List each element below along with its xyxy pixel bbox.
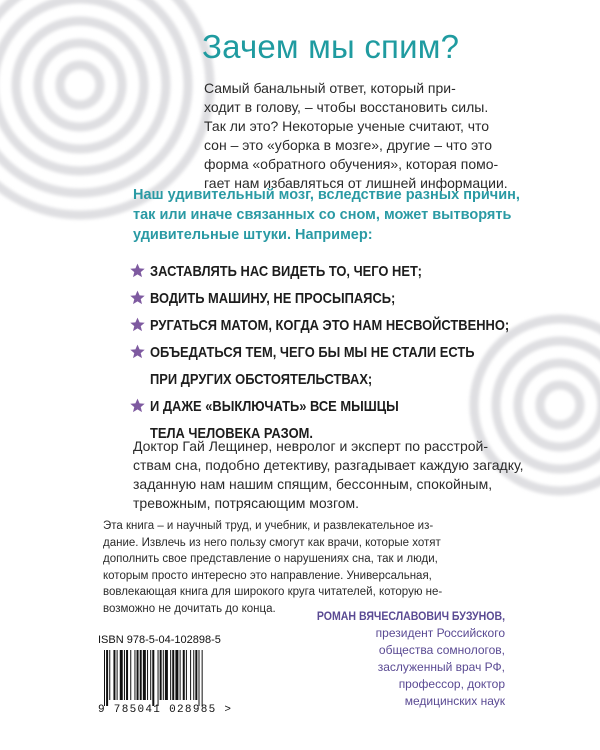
- bullet-list: [130, 258, 530, 447]
- star-bullet-icon: [130, 398, 145, 413]
- description-line: тревожным, потрясающим мозгом.: [133, 495, 360, 511]
- highlight-line: так или иначе связанных со сном, может вытворять: [133, 207, 512, 223]
- description-paragraph: [133, 437, 524, 513]
- summary-line: которым просто интересно это направление. Универсальная,: [103, 569, 432, 582]
- summary-line: дание. Извлечь из него пользу смогут как врачи, которые хотят: [103, 536, 441, 549]
- author-title-line: профессор, доктор: [398, 677, 505, 691]
- barcode-digits: 9 785041 028985 >: [98, 704, 233, 716]
- author-title-line: медицинских наук: [404, 694, 505, 708]
- intro-line: Так ли это? Некоторые ученые считают, что: [204, 118, 490, 134]
- description-line: Доктор Гай Лещинер, невролог и эксперт по расстрой-: [133, 438, 489, 454]
- summary-line: Эта книга – и научный труд, и учебник, и развлекательное из-: [103, 520, 434, 532]
- highlight-paragraph: [133, 185, 520, 245]
- page-title: Зачем мы спим?: [202, 28, 460, 65]
- star-bullet-icon: [130, 263, 145, 278]
- intro-line: гает нам избавляться от лишней информации.: [204, 175, 508, 191]
- author-title-line: президент Российского: [375, 626, 505, 640]
- summary-line: возможно не дочитать до конца.: [103, 602, 276, 615]
- spiral-left: [0, 0, 210, 215]
- intro-line: Самый банальный ответ, который при-: [204, 80, 456, 96]
- isbn-barcode-block: [98, 634, 258, 714]
- author-title-line: общества сомнологов,: [378, 643, 505, 657]
- bullet-item: [130, 312, 530, 339]
- author-title-line: заслуженный врач РФ,: [377, 660, 505, 674]
- bullet-text: И ДАЖЕ «ВЫКЛЮЧАТЬ» ВСЕ МЫШЦЫ: [150, 398, 399, 415]
- bullet-text-continued: ТЕЛА ЧЕЛОВЕКА РАЗОМ.: [150, 425, 313, 442]
- star-bullet-icon: [130, 290, 145, 305]
- bullet-text: ЗАСТАВЛЯТЬ НАС ВИДЕТЬ ТО, ЧЕГО НЕТ;: [150, 263, 422, 280]
- bullet-text: ОБЪЕДАТЬСЯ ТЕМ, ЧЕГО БЫ МЫ НЕ СТАЛИ ЕСТЬ: [150, 344, 475, 361]
- isbn-label: ISBN 978-5-04-102898-5: [98, 634, 221, 646]
- author-name: РОМАН ВЯЧЕСЛАВОВИЧ БУЗУНОВ,: [316, 609, 505, 623]
- bullet-item: [130, 285, 530, 312]
- bullet-text: ВОДИТЬ МАШИНУ, НЕ ПРОСЫПАЯСЬ;: [150, 290, 396, 307]
- star-bullet-icon: [130, 317, 145, 332]
- intro-line: сон – это «уборка в мозге», другие – что это: [204, 137, 492, 153]
- intro-line: форма «обратного обучения», которая помо-: [204, 156, 499, 172]
- star-bullet-icon: [130, 344, 145, 359]
- book-summary-paragraph: [103, 518, 513, 617]
- summary-line: вовлекающая книга для широкого круга читателей, которую не-: [103, 586, 443, 598]
- intro-line: ходит в голову, – чтобы восстановить силы.: [204, 99, 489, 115]
- highlight-line: удивительные штуки. Например:: [133, 227, 373, 243]
- description-line: заданную нам нашим спящим, бессонным, спокойным,: [133, 476, 493, 492]
- intro-paragraph: [204, 79, 508, 193]
- bullet-text-continued: ПРИ ДРУГИХ ОБСТОЯТЕЛЬСТВАХ;: [150, 371, 373, 388]
- summary-line: дополнить свое представление о нарушениях сна, так и люди,: [103, 553, 438, 565]
- description-line: ствам сна, подобно детективу, разгадывает каждую загадку,: [133, 457, 524, 473]
- bullet-item: [130, 339, 530, 393]
- bullet-text: РУГАТЬСЯ МАТОМ, КОГДА ЭТО НАМ НЕСВОЙСТВЕННО;: [150, 317, 510, 334]
- bullet-item: [130, 258, 530, 285]
- endorsement-author: [270, 608, 505, 710]
- barcode: [98, 650, 258, 706]
- highlight-line: Наш удивительный мозг, вследствие разных причин,: [133, 187, 520, 203]
